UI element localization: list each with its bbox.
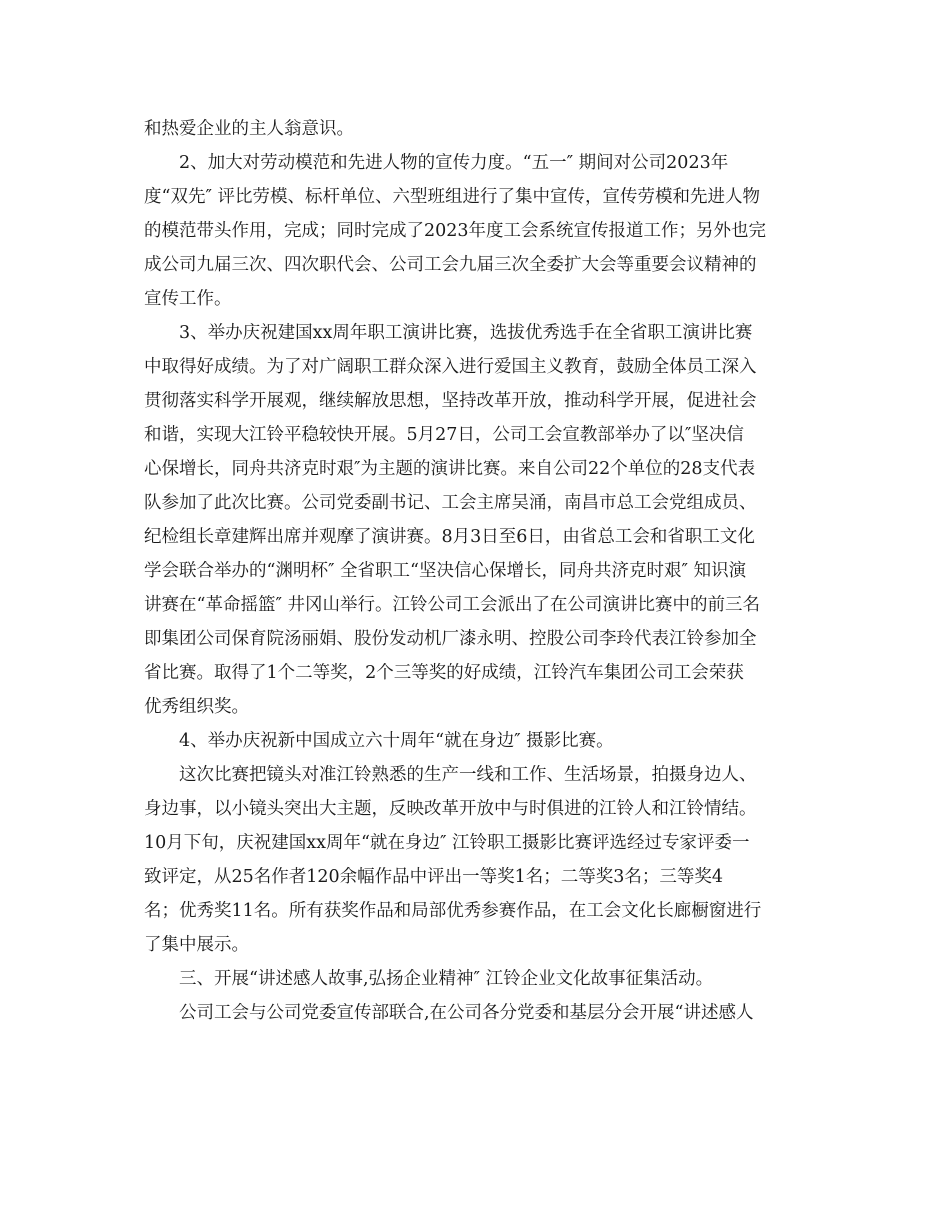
document-body (144, 112, 808, 1030)
paragraph-item-4-body: 这次比赛把镜头对准江铃熟悉的生产一线和工作、生活场景，拍摄身边人、 身边事，以小镜头突出大主题，反映改革开放中与时俱进的江铃人和江铃情结。 10月下旬，庆祝建国xx周年“就在身边″ 江铃职工摄影比赛评选经过专家评委一 致评定，从25名作者120余幅作品中评出一等奖1名；二等奖3名；三等奖4 名；优秀奖11名。所有获奖作品和局部优秀参赛作品，在工会文化长廊橱窗进行 了集中展示。 (144, 765, 762, 955)
paragraph-item-4-heading: 4、举办庆祝新中国成立六十周年“就在身边″ 摄影比赛。 (179, 731, 614, 751)
paragraph-item-2: 2、加大对劳动模范和先进人物的宣传力度。“五一″ 期间对公司2023年 度“双先″ 评比劳模、标杆单位、六型班组进行了集中宣传，宣传劳模和先进人物 的模范带头作用，完成；同时完成了2023年度工会系统宣传报道工作；另外也完 成公司九届三次、四次职代会、公司工会九届三次全委扩大会等重要会议精神的 宣传工作。 (144, 153, 767, 309)
paragraph-continuation: 和热爱企业的主人翁意识。 (144, 119, 354, 139)
section-three-heading: 三、开展“讲述感人故事,弘扬企业精神″ 江铃企业文化故事征集活动。 (179, 969, 714, 989)
paragraph-item-3: 3、举办庆祝建国xx周年职工演讲比赛，选拔优秀选手在全省职工演讲比赛 中取得好成绩。为了对广阔职工群众深入进行爱国主义教育，鼓励全体员工深入 贯彻落实科学开展观，继续解放思想，坚持改革开放，推动科学开展，促进社会 和谐，实现大江铃平稳较快开展。5月27日，公司工会宣教部举办了以″坚决信 心保增长，同舟共济克时艰″为主题的演讲比赛。来自公司22个单位的28支代表 队参加了此次比赛。公司党委副书记、工会主席吴涌，南昌市总工会党组成员、 纪检组长章建辉出席并观摩了演讲赛。8月3日至6日，由省总工会和省职工文化 学会联合举办的“渊明杯″ 全省职工“坚决信心保增长，同舟共济克时艰″ 知识演 讲赛在“革命摇篮″ 井冈山举行。江铃公司工会派出了在公司演讲比赛中的前三名 即集团公司保育院汤丽娟、股份发动机厂漆永明、控股公司李玲代表江铃参加全 省比赛。取得了1个二等奖，2个三等奖的好成绩，江铃汽车集团公司工会荣获 优秀组织奖。 (144, 323, 761, 717)
paragraph-section-three-body: 公司工会与公司党委宣传部联合,在公司各分党委和基层分会开展“讲述感人 (179, 1003, 754, 1023)
